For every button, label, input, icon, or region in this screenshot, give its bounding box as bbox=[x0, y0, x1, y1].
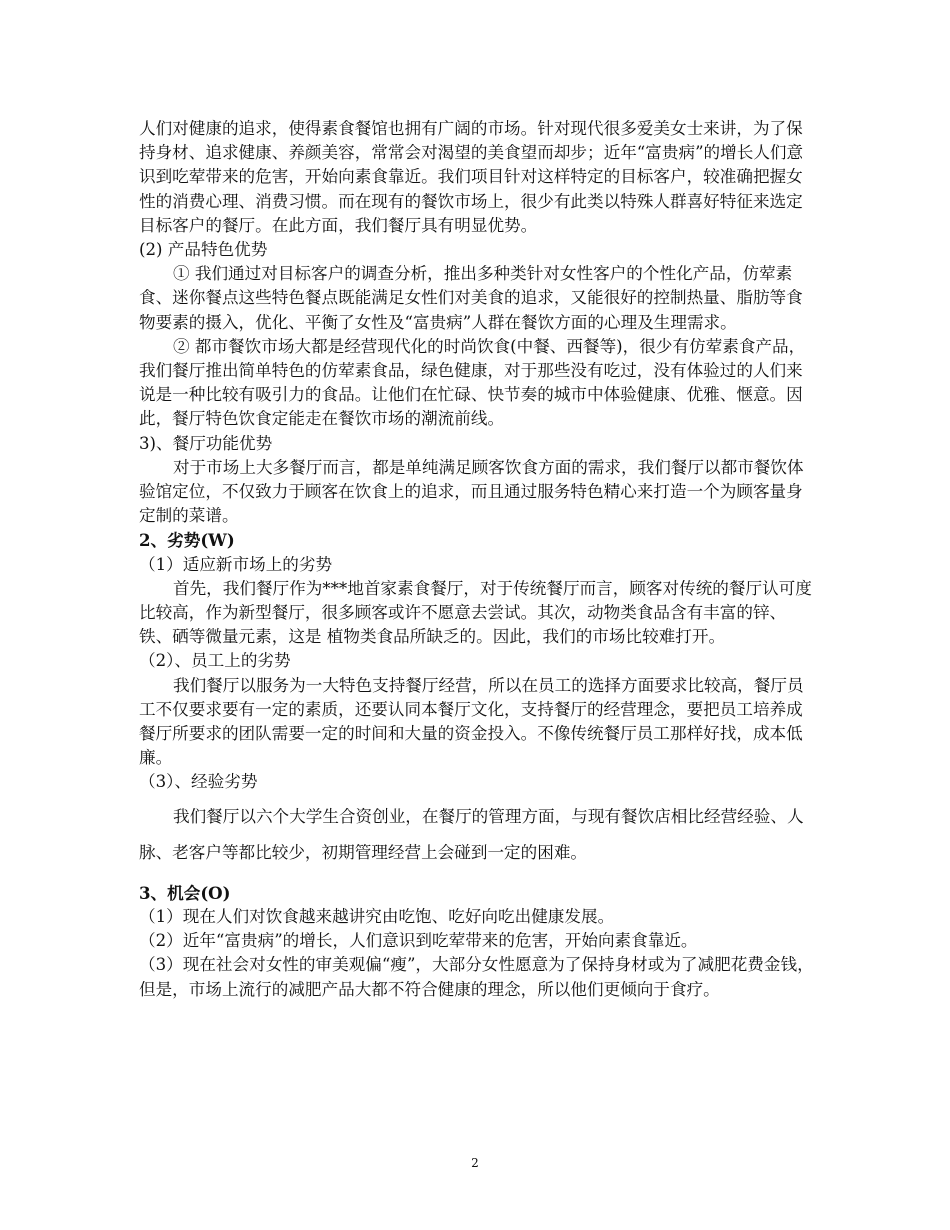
list-item-opportunity-2: （2）近年“富贵病”的增长，人们意识到吃荤带来的危害，开始向素食靠近。 bbox=[139, 931, 698, 951]
heading-staff-weakness: （2）、员工上的劣势 bbox=[139, 651, 291, 671]
heading-new-market-weakness: （1）适应新市场上的劣势 bbox=[139, 554, 333, 574]
paragraph-function-advantage: 对于市场上大多餐厅而言，都是单纯满足顾客饮食方面的需求，我们餐厅以都市餐饮体验馆定位，不仅致力于顾客在饮食上的追求，而且通过服务特色精心来打造一个为顾客量身定制的菜谱。 bbox=[139, 457, 804, 526]
heading-function-advantage: 3)、餐厅功能优势 bbox=[139, 433, 273, 453]
section-heading-opportunity: 3、机会(O) bbox=[139, 882, 231, 903]
page-number: 2 bbox=[471, 1156, 479, 1170]
list-item-opportunity-1: （1）现在人们对饮食越来越讲究由吃饱、吃好向吃出健康发展。 bbox=[139, 906, 615, 926]
paragraph-staff-weakness: 我们餐厅以服务为一大特色支持餐厅经营，所以在员工的选择方面要求比较高，餐厅员工不仅要求要有一定的素质，还要认同本餐厅文化，支持餐厅的经营理念，要把员工培养成餐厅所要求的团队需要一定的时间和大量的资金投入。不像传统餐厅员工那样好找，成本低廉。 bbox=[139, 675, 804, 768]
list-item-opportunity-3: （3）现在社会对女性的审美观偏“瘦”，大部分女性愿意为了保持身材或为了减肥花费金钱，但是，市场上流行的减肥产品大都不符合健康的理念，所以他们更倾向于食疗。 bbox=[139, 955, 814, 999]
paragraph-product-point-2: ② 都市餐饮市场大都是经营现代化的时尚饮食(中餐、西餐等)，很少有仿荤素食产品，我们餐厅推出简单特色的仿荤素食品，绿色健康，对于那些没有吃过，没有体验过的人们来说是一种比较有吸引力的食品。让他们在忙碌、快节奏的城市中体验健康、优雅、惬意。因此，餐厅特色饮食定能走在餐饮市场的潮流前线。 bbox=[139, 336, 806, 429]
section-heading-weakness: 2、劣势(W) bbox=[139, 530, 235, 551]
heading-product-advantage: (2) 产品特色优势 bbox=[139, 240, 268, 260]
heading-experience-weakness: （3）、经验劣势 bbox=[139, 772, 258, 792]
paragraph-product-point-1: ① 我们通过对目标客户的调查分析，推出多种类针对女性客户的个性化产品，仿荤素食、迷你餐点这些特色餐点既能满足女性们对美食的追求，又能很好的控制热量、脂肪等食物要素的摄入，优化、平衡了女性及“富贵病”人群在餐饮方面的心理及生理需求。 bbox=[139, 264, 803, 332]
page-body bbox=[139, 117, 819, 1002]
paragraph-experience-weakness: 我们餐厅以六个大学生合资创业，在餐厅的管理方面，与现有餐饮店相比经营经验、人脉、老客户等都比较少，初期管理经营上会碰到一定的困难。 bbox=[139, 806, 804, 862]
paragraph-market-intro: 人们对健康的追求，使得素食餐馆也拥有广阔的市场。针对现代很多爱美女士来讲，为了保持身材、追求健康、养颜美容，常常会对渴望的美食望而却步；近年“富贵病”的增长人们意识到吃荤带来的危害，开始向素食靠近。我们项目针对这样特定的目标客户，较准确把握女性的消费心理、消费习惯。而在现有的餐饮市场上，很少有此类以特殊人群喜好特征来选定目标客户的餐厅。在此方面，我们餐厅具有明显优势。 bbox=[139, 119, 804, 235]
paragraph-new-market-weakness: 首先，我们餐厅作为***地首家素食餐厅，对于传统餐厅而言，顾客对传统的餐厅认可度比较高，作为新型餐厅，很多顾客或许不愿意去尝试。其次，动物类食品含有丰富的锌、铁、硒等微量元素，这是 植物类食品所缺乏的。因此，我们的市场比较难打开。 bbox=[139, 578, 812, 647]
